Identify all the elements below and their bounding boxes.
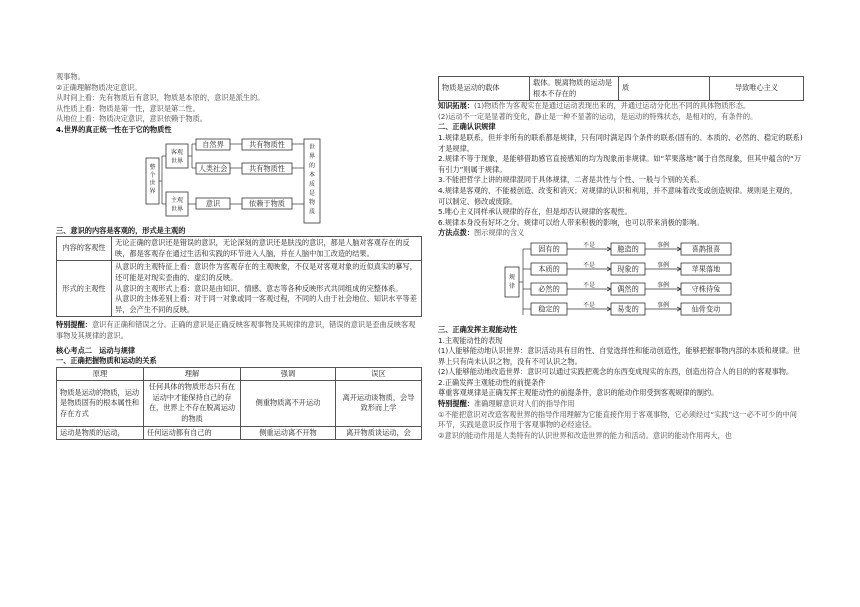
table-cell: 导致唯心主义 [710,77,804,101]
diagram-root-label: 整个世界 [149,163,156,195]
special-note [438,399,804,410]
society-label: 人类社会 [198,163,228,173]
left-column [56,72,422,440]
not-label: 不是 [582,241,596,249]
table-cell: 物质是运动的物质，运动是物质固有的根本属性和存在方式 [57,381,144,426]
table-row [57,237,422,261]
world-essence-label: 世界的本质是物质 [308,143,316,215]
table-header-row [57,367,422,381]
section-heading: 一、正确把握物质和运动的关系 [56,356,157,366]
law-item: 2.规律不等于现象，是能够借助感官直接感知的均为现象而非规律。如“苹果落地”属于自然现象，但其中蕴含的“万有引力”则属于规律。 [438,154,802,174]
intro-line: 从时间上看：先有物质后有意识，物质是本原的，意识是派生的。 [56,93,265,103]
table-cell: 无论正确的意识还是错误的意识，无论深刻的意识还是肤浅的意识，都是人脑对客观存在的反映，都是客观存在通过生活和实践的环节进入人脑，并在人脑中加工改造的结果。 [112,237,422,261]
opposite-label: 易变的 [617,304,639,314]
nature-label: 自然界 [202,139,224,149]
knowledge-extension [438,101,804,112]
example-label: 事例 [656,241,670,249]
matter-motion-table [56,367,422,441]
table-cell: 任何运动都有自己的 [144,426,241,440]
consciousness-label: 意识 [205,198,221,208]
opposite-label: 现象的 [617,264,639,274]
table-row [57,426,422,440]
paragraph: ①不能把意识对改造客观世界的指导作用理解为它能直接作用于客观事物，它必须经过“实践”这一必不可少的中间环节，实践是意识反作用于客观事物的必经途径。 [438,409,797,430]
intro-line: 观事物。 [56,72,85,81]
matter-motion-table-continued [438,76,804,101]
trait-label: 必然的 [538,284,560,294]
table-cell: 质 [619,77,710,101]
table-row [57,381,422,426]
common-materiality-2: 共有物质性 [249,163,285,173]
table-header-cell: 形式的主观性 [57,261,112,317]
special-note [56,320,422,341]
core-topic-heading: 核心考点二 运动与规律 [56,345,136,355]
knowledge-label: 知识拓展： [438,101,474,111]
table-header-cell: 原理 [57,367,144,381]
trait-label: 稳定的 [538,304,560,314]
section-heading: 三、正确发挥主观能动性 [438,324,518,334]
table-cell: 运动是物质的运动， [57,426,144,440]
special-note-label: 特别提醒： [56,320,92,330]
special-note-label: 特别提醒： [438,399,474,409]
paragraph: (2)人能够能动地改造世界：意识可以通过实践把观念的东西变成现实的东西，创造出符合人的目的的客观事物。 [438,367,794,377]
paragraph: (1)人能够能动地认识世界：意识活动具有目的性、自觉选择性和能动创造性，能够把握事物内部的本质和规律。世界上只有尚未认识之物，没有不可认识之物。 [438,346,801,366]
table-cell: 物质是运动的载体 [439,77,530,101]
table-cell: 任何具体的物质形态只有在运动中才能保持自己的存在，世界上不存在脱离运动的物质 [144,381,241,426]
table-cell: 离开运动谈物质，会导致形而上学 [336,381,422,426]
depends-on-matter: 依赖于物质 [249,198,285,208]
special-note-text: 意识有正确和错误之分。正确的意识是正确反映客观事物及其规律的意识，错误的意识是歪曲反映客观事物及其规律的意识。 [56,320,416,340]
table-cell: 侧重物质离不开运动 [241,381,336,426]
example-case-label: 喜鹊报喜 [691,244,721,254]
common-materiality-1: 共有物质性 [249,139,285,149]
trait-label: 固有的 [538,244,560,254]
example-label: 事例 [656,301,670,309]
table-cell-line: 从意识的主观形式上看：意识是由知识、情感、意志等各种反映形式共同组成的完整体系。 [115,283,403,293]
table-cell: 侧重运动离不开物 [241,426,336,440]
table-row [439,77,804,101]
table-cell-line: 从意识的主观特征上看：意识作为客观存在的主观映象，不仅是对客观对象的近似真实的摹写，还可能是对现实歪曲的、虚幻的反映。 [115,262,417,282]
opposite-label: 臆造的 [617,244,639,254]
law-rows [523,241,731,315]
not-label: 不是 [582,281,596,289]
not-label: 不是 [582,261,596,269]
right-column [438,76,804,441]
table-cell: 载体。脱离物质的运动是根本不存在的 [530,77,619,101]
subsection: 2.正确发挥主观能动性的前提条件 [438,377,546,387]
table-row [57,261,422,317]
example-label: 事例 [656,261,670,269]
table-cell: 离开物质谈运动，会 [336,426,422,440]
intro-line: 从性质上看：物质是第一性，意识是第二性。 [56,103,200,113]
trait-label: 本质的 [538,264,560,274]
paragraph: 尊重客观规律是正确发挥主观能动性的前提条件，意识的能动作用受到客观规律的制约。 [438,388,719,398]
example-label: 事例 [656,281,670,289]
subjective-world-label: 主观世界 [170,196,184,213]
table-cell [112,261,422,317]
example-case-label: 守株待兔 [691,284,721,294]
intro-line: ②正确理解物质决定意识。 [56,82,142,92]
objective-world-label: 客观世界 [170,148,184,165]
opposite-label: 偶然的 [617,284,639,294]
not-label: 不是 [582,301,596,309]
table-cell-line: 从意识的主体差别上看：对于同一对象或同一客观过程，不同的人由于社会地位、知识水平等差异，会产生不同的反映。 [115,294,417,314]
example-case-label: 苹果落地 [691,264,721,274]
method-label: 方法点拨： [438,228,474,238]
method-tip [438,228,804,239]
law-item: 5.唯心主义同样承认规律的存在，但是却否认规律的客观性。 [438,207,632,217]
law-meaning-diagram [501,241,741,323]
world-unity-diagram [144,138,334,224]
example-case-label: 仙骨变动 [691,304,721,314]
law-item: 3.不能把哲学上讲的规律混同于具体规律，二者是共性与个性、一般与个别的关系。 [438,175,704,185]
table-header-cell: 理解 [144,367,241,381]
subsection: 1.主观能动性的表现 [438,335,503,345]
section-heading: 三、意识的内容是客观的，形式是主观的 [56,225,186,235]
knowledge-line: (2)运动不一定是显著的变化，静止是一种不显著的运动，是运动的特殊状态，是相对的，有条件的。 [438,111,758,121]
law-item: 4.规律是客观的，不能被创造、改变和消灭；对规律的认识和利用，并不意味着改变或创造规律。规则是主观的，可以制定、修改或废除。 [438,185,798,206]
table-header-cell: 误区 [336,367,422,381]
knowledge-line: (1)物质作为客观实在是通过运动表现出来的，并通过运动分化出不同的具体物质形态。 [473,101,751,111]
law-root-label: 规律 [508,273,516,290]
law-item: 1.规律是联系，但并非所有的联系都是规律，只有同时满足四个条件的联系(固有的、本质的、必然的、稳定的联系)才是规律。 [438,132,803,153]
intro-line: 从地位上看：物质决定意识，意识依赖于物质。 [56,114,207,124]
method-text: 图示规律的含义 [473,228,525,238]
law-item: 6.规律本身没有好坏之分。规律可以给人带来积极的影响，也可以带来消极的影响。 [438,217,704,227]
table-header-cell: 内容的客观性 [57,237,112,261]
paragraph: ②意识的能动作用是人类特有的认识世界和改造世界的能力和活动。意识的能动作用再大，也 [438,430,732,440]
section-heading: 4.世界的真正统一性在于它的物质性 [56,124,172,134]
table-header-cell: 强调 [241,367,336,381]
consciousness-table [56,236,422,317]
special-note-text: 准确理解意识对人们的指导作用 [473,399,575,409]
section-heading: 二、正确认识规律 [438,122,496,132]
